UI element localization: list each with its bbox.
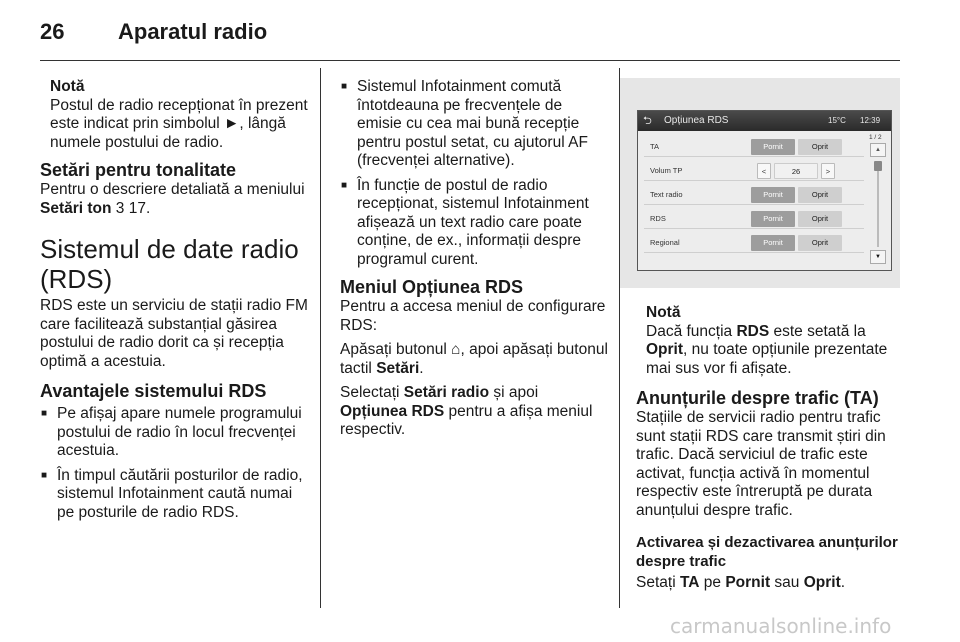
scroll-up-icon[interactable]: ▲: [870, 143, 886, 157]
page-title: Aparatul radio: [118, 19, 268, 44]
temperature: 15°C: [828, 116, 846, 125]
list-item: ■ În funcție de postul de radio recepționat, sistemul Infotainment afișează un text radio care poate conține, de ex., informații despre programul curent.: [340, 177, 608, 270]
off-button[interactable]: Oprit: [798, 139, 842, 155]
tone-heading: Setări pentru tonalitate: [40, 160, 237, 180]
menu-text: Pentru a accesa meniul de configurare RDS:: [340, 298, 606, 334]
off-button[interactable]: Oprit: [798, 235, 842, 251]
option-label: Volum TP: [650, 166, 683, 175]
screen-body: [638, 131, 891, 270]
scroll-down-icon[interactable]: ▼: [870, 250, 886, 264]
option-row-text-radio: [644, 185, 864, 205]
home-icon: ⌂: [451, 341, 461, 358]
column-divider-1: [320, 68, 321, 608]
scroll-track: [877, 161, 879, 247]
on-button[interactable]: Pornit: [751, 139, 795, 155]
page-indicator: 1 / 2: [869, 134, 882, 141]
off-button[interactable]: Oprit: [798, 187, 842, 203]
rds-features-list: [340, 78, 608, 269]
increase-button[interactable]: >: [821, 163, 835, 179]
advantages-list: [40, 405, 308, 522]
header-rule: [40, 60, 900, 61]
column-3: [636, 304, 902, 593]
tone-text: Pentru o descriere detaliată a meniului Setări ton 3 17.: [40, 181, 305, 217]
note-text: Postul de radio recepționat în prezent este indicat prin simbolul ►, lângă numele postului de radio.: [50, 96, 308, 151]
page-number: 26: [40, 19, 65, 44]
on-button[interactable]: Pornit: [751, 235, 795, 251]
note-block: [40, 78, 308, 152]
option-label: RDS: [650, 214, 666, 223]
option-row-ta: [644, 137, 864, 157]
option-row-rds: [644, 209, 864, 229]
rds-text: RDS este un serviciu de stații radio FM care facilitează substanțial găsirea postului de radio dorit ca și recepția optimă a acestuia.: [40, 297, 308, 370]
clock: 12:39: [860, 116, 881, 125]
volume-value: 26: [774, 163, 818, 179]
scroll-thumb[interactable]: [874, 161, 882, 171]
rds-menu-screenshot: [620, 78, 900, 288]
note-label: Notă: [646, 304, 681, 321]
list-item: ■ Pe afișaj apare numele programului postului de radio în locul frecvenței acestuia.: [40, 405, 308, 461]
traffic-text: Stațiile de servicii radio pentru trafic sunt stații RDS care transmit știri din trafic. Dacă serviciul de trafic este activat, funcția activă în momentul respectiv este întreruptă pe durata anunțului despre trafic.: [636, 409, 886, 519]
advantages-heading: Avantajele sistemului RDS: [40, 381, 267, 401]
screen-title: Opțiunea RDS: [664, 115, 729, 126]
watermark: carmanualsonline.info: [670, 614, 892, 638]
on-button[interactable]: Pornit: [751, 187, 795, 203]
column-2: [340, 78, 608, 440]
note-block: [636, 304, 902, 378]
set-instructions: Setați TA pe Pornit sau Oprit.: [636, 574, 846, 591]
note-text: Dacă funcția RDS este setată la Oprit, nu toate opțiunile prezentate mai sus vor fi afișate.: [646, 322, 888, 377]
select-instructions: Selectați Setări radio și apoi Opțiunea RDS pentru a afișa meniul respectiv.: [340, 384, 593, 438]
traffic-heading: Anunțurile despre trafic (TA): [636, 388, 879, 408]
column-1: [40, 78, 308, 528]
list-item: ■ În timpul căutării posturilor de radio, sistemul Infotainment caută numai pe posturile de radio RDS.: [40, 467, 308, 523]
back-icon[interactable]: ⮌: [643, 115, 652, 127]
rds-heading: Sistemul de date radio (RDS): [40, 234, 299, 294]
screen-title-bar: [638, 111, 891, 131]
option-label: TA: [650, 142, 660, 151]
off-button[interactable]: Oprit: [798, 211, 842, 227]
option-row-regional: [644, 233, 864, 253]
option-label: Regional: [650, 238, 680, 247]
note-label: Notă: [50, 78, 85, 95]
scrollbar[interactable]: [866, 131, 890, 270]
option-label: Text radio: [650, 190, 683, 199]
toggle-heading: Activarea și dezactivarea anunțurilor despre trafic: [636, 534, 898, 570]
option-row-volume-tp: [644, 161, 864, 181]
menu-heading: Meniul Opțiunea RDS: [340, 277, 524, 297]
infotainment-screen: [637, 110, 892, 271]
press-instructions: Apăsați butonul ⌂, apoi apăsați butonul tactil Setări.: [340, 341, 608, 377]
list-item: ■ Sistemul Infotainment comută întotdeauna pe frecvențele de emisie cu cea mai bună recepție pentru postul setat, cu ajutorul AF (frecvenței alternative).: [340, 78, 608, 171]
on-button[interactable]: Pornit: [751, 211, 795, 227]
decrease-button[interactable]: <: [757, 163, 771, 179]
